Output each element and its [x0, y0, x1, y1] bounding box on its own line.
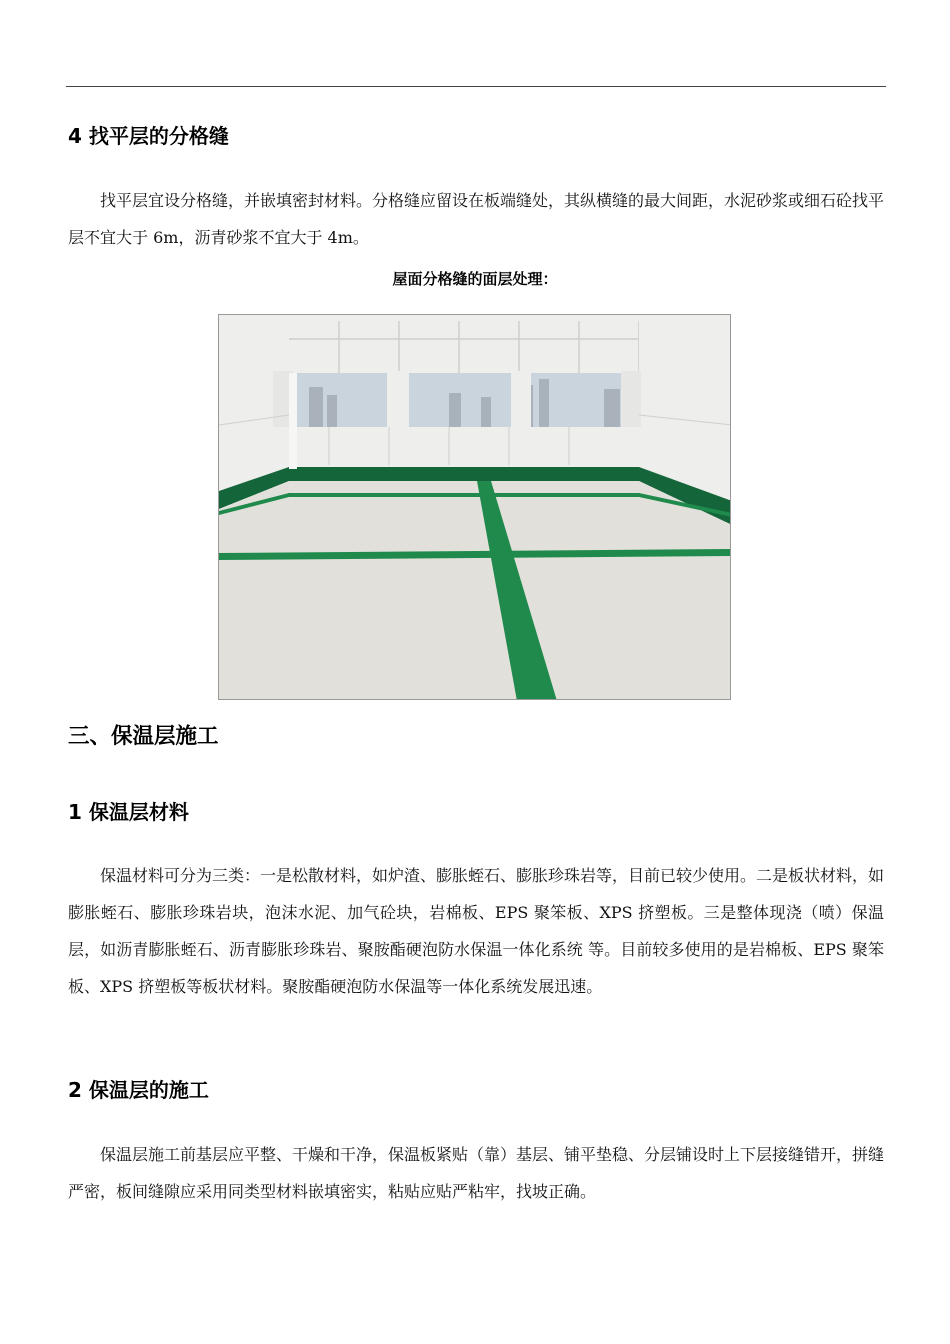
- section-heading-leveling-joints: 4 找平层的分格缝: [68, 124, 229, 148]
- header-rule: [66, 86, 886, 87]
- rooftop-photo: [218, 314, 731, 700]
- figure-caption: 屋面分格缝的面层处理：: [392, 270, 558, 288]
- paragraph-leveling-joints: 找平层宜设分格缝，并嵌填密封材料。分格缝应留设在板端缝处，其纵横缝的最大间距，水泥砂浆或细石砼找平层不宜大于 6m，沥青砂浆不宜大于 4m。: [68, 191, 885, 247]
- paragraph-insulation-materials: 保温材料可分为三类：一是松散材料，如炉渣、膨胀蛭石、膨胀珍珠岩等，目前已较少使用。二是板状材料，如膨胀蛭石、膨胀珍珠岩块，泡沫水泥、加气砼块，岩棉板、EPS 聚笨板、XPS 挤塑板。三是整体现浇（喷）保温层，如沥青膨胀蛭石、沥青膨胀珍珠岩、聚胺酯硬泡防水保温一体化系统 等。目前较多使用的是岩棉板、EPS 聚笨板、XPS 挤塑板等板状材料。聚胺酯硬泡防水保温等一体化系统发展迅速。: [68, 866, 885, 996]
- part-heading-insulation-construction: 三、保温层施工: [68, 724, 219, 749]
- paragraph-insulation-construction: 保温层施工前基层应平整、干燥和干净，保温板紧贴（靠）基层、铺平垫稳、分层铺设时上下层接缝错开，拼缝严密，板间缝隙应采用同类型材料嵌填密实，粘贴应贴严粘牢，找坡正确。: [68, 1145, 885, 1201]
- section-heading-insulation-materials: 1 保温层材料: [68, 800, 189, 824]
- section-heading-insulation-construction: 2 保温层的施工: [68, 1078, 209, 1102]
